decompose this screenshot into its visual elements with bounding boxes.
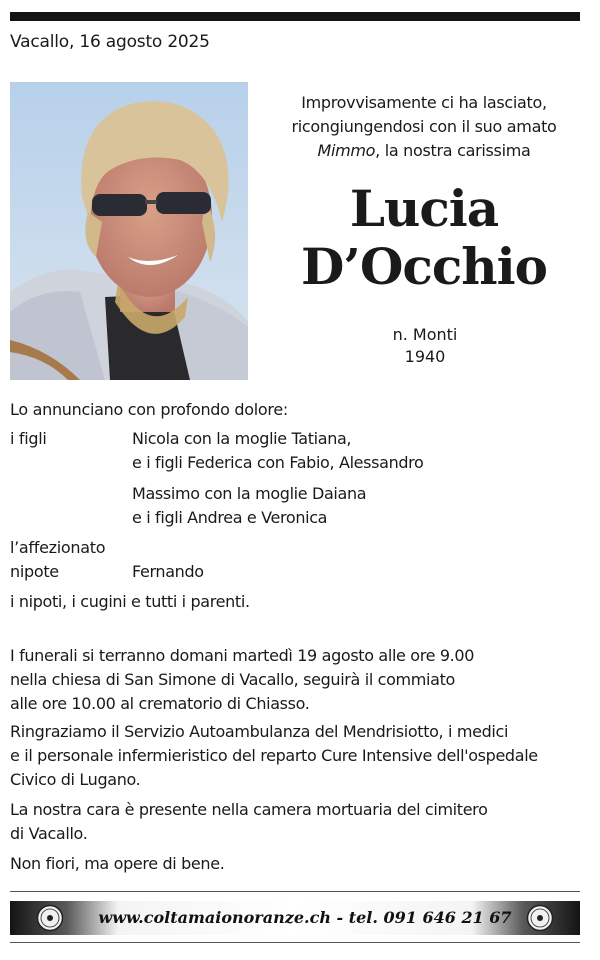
last-name: D’Occhio <box>301 237 547 296</box>
birth-info <box>370 324 480 368</box>
thanks-line-1: Ringraziamo il Servizio Autoambulanza del Mendrisiotto, i medici <box>10 722 509 741</box>
intro-line-1: Improvvisamente ci ha lasciato, <box>301 93 547 112</box>
other-relatives: i nipoti, i cugini e tutti i parenti. <box>10 592 250 611</box>
viewing-line-2: di Vacallo. <box>10 824 88 843</box>
viewing-line-1: La nostra cara è presente nella camera mortuaria del cimitero <box>10 800 488 819</box>
intro-line-2: ricongiungendosi con il suo amato <box>291 117 557 136</box>
funeral-line-1: I funerali si terranno domani martedì 19 agosto alle ore 9.00 <box>10 646 475 665</box>
nephew-label-2: nipote <box>10 562 59 581</box>
child1-line1: Nicola con la moglie Tatiana, <box>132 429 352 448</box>
nephew-label-1: l’affezionato <box>10 538 106 557</box>
deceased-name <box>270 180 578 296</box>
funeral-home-logo-icon <box>36 904 64 932</box>
first-name: Lucia <box>349 179 499 238</box>
thanks-line-3: Civico di Lugano. <box>10 770 141 789</box>
portrait-photo <box>10 82 248 380</box>
announce-line: Lo annunciano con profondo dolore: <box>10 400 288 419</box>
funeral-home-logo-icon <box>526 904 554 932</box>
footer-banner <box>10 901 580 935</box>
birth-year: 1940 <box>404 347 446 366</box>
place-date: Vacallo, 16 agosto 2025 <box>10 32 210 52</box>
intro-line-3 <box>270 139 578 163</box>
child1-line2: e i figli Federica con Fabio, Alessandro <box>132 453 424 472</box>
closing-line: Non fiori, ma opere di bene. <box>10 854 225 873</box>
spouse-name: Mimmo <box>317 141 376 160</box>
funeral-line-2: nella chiesa di San Simone di Vacallo, seguirà il commiato <box>10 670 455 689</box>
footer-contact: www.coltamaionoranze.ch - tel. 091 646 21 67 <box>98 908 512 927</box>
top-rule <box>10 12 580 21</box>
intro-text <box>270 91 578 163</box>
footer-top-rule <box>10 891 580 892</box>
thanks-line-2: e il personale infermieristico del reparto Cure Intensive dell'ospedale <box>10 746 538 765</box>
funeral-line-3: alle ore 10.00 al crematorio di Chiasso. <box>10 694 310 713</box>
born-name: n. Monti <box>392 325 458 344</box>
footer-bottom-rule <box>10 942 580 943</box>
nephew-name: Fernando <box>132 562 204 581</box>
portrait-illustration <box>10 82 248 380</box>
child2-line1: Massimo con la moglie Daiana <box>132 484 367 503</box>
child2-line2: e i figli Andrea e Veronica <box>132 508 328 527</box>
intro-line-3-rest: , la nostra carissima <box>375 141 531 160</box>
children-label: i figli <box>10 429 47 448</box>
